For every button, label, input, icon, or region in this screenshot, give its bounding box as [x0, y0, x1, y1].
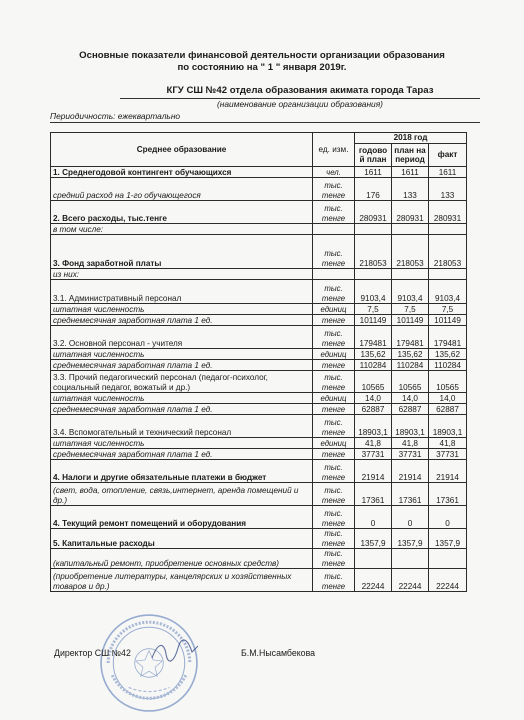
row-label: (приобретение литературы, канцелярских и хозяйственных товаров и др.)	[51, 569, 313, 592]
row-unit: тыс. тенге	[313, 483, 355, 506]
value-fact: 218053	[429, 235, 467, 269]
row-label: среднемесячная заработная плата 1 ед.	[51, 360, 313, 371]
value-plan-year: 1357,9	[355, 529, 392, 549]
table-row	[51, 460, 467, 483]
value-fact: 7,5	[429, 304, 467, 315]
value-fact: 135,62	[429, 349, 467, 360]
row-unit: тыс. тенге	[313, 506, 355, 529]
col-header-fact: факт	[429, 144, 467, 167]
row-unit: единиц	[313, 349, 355, 360]
value-plan-period: 37731	[392, 449, 429, 460]
value-plan-period	[392, 224, 429, 235]
value-plan-year: 41,8	[355, 438, 392, 449]
row-label: штатная численность	[51, 438, 313, 449]
row-label: 3.3. Прочий педагогический персонал (педагог-психолог, социальный педагог, вожатый и др.)	[51, 371, 313, 393]
value-plan-year: 110284	[355, 360, 392, 371]
value-plan-year	[355, 224, 392, 235]
value-plan-year: 22244	[355, 569, 392, 592]
table-row	[51, 349, 467, 360]
row-label: (свет, вода, отопление, связь,интернет, аренда помещений и др.)	[51, 483, 313, 506]
row-unit: тенге	[313, 449, 355, 460]
value-plan-year: 18903,1	[355, 415, 392, 438]
value-fact: 101149	[429, 315, 467, 326]
value-plan-year: 176	[355, 178, 392, 201]
row-unit: тенге	[313, 360, 355, 371]
table-row	[51, 404, 467, 415]
value-fact: 10565	[429, 371, 467, 393]
value-plan-period: 9103,4	[392, 280, 429, 304]
value-plan-period: 7,5	[392, 304, 429, 315]
table-row	[51, 326, 467, 349]
value-fact: 14,0	[429, 393, 467, 404]
table-row	[51, 449, 467, 460]
table-row	[51, 569, 467, 592]
table-row	[51, 371, 467, 393]
row-label: 3. Фонд заработной платы	[51, 235, 313, 269]
row-label: 2. Всего расходы, тыс.тенге	[51, 201, 313, 224]
row-unit: единиц	[313, 393, 355, 404]
table-row	[51, 483, 467, 506]
value-fact: 21914	[429, 460, 467, 483]
value-fact: 0	[429, 506, 467, 529]
value-fact	[429, 224, 467, 235]
value-plan-year: 14,0	[355, 393, 392, 404]
table-row	[51, 280, 467, 304]
report-title-line1: Основные показатели финансовой деятельности организации образования	[79, 50, 445, 61]
row-unit: тыс. тенге	[313, 460, 355, 483]
value-plan-period: 1357,9	[392, 529, 429, 549]
row-label: 3.2. Основной персонал - учителя	[51, 326, 313, 349]
row-label: среднемесячная заработная плата 1 ед.	[51, 315, 313, 326]
table-row	[51, 549, 467, 569]
row-label: (капитальный ремонт, приобретение основных средств)	[51, 549, 313, 569]
row-label: штатная численность	[51, 393, 313, 404]
row-unit: тыс. тенге	[313, 178, 355, 201]
row-unit: тыс. тенге	[313, 415, 355, 438]
value-fact: 41,8	[429, 438, 467, 449]
value-plan-period: 101149	[392, 315, 429, 326]
row-unit: тыс. тенге	[313, 235, 355, 269]
value-plan-year: 135,62	[355, 349, 392, 360]
value-fact	[429, 549, 467, 569]
table-row	[51, 178, 467, 201]
row-unit: тыс. тенге	[313, 201, 355, 224]
row-label: в том числе:	[51, 224, 313, 235]
value-plan-period: 135,62	[392, 349, 429, 360]
value-plan-year	[355, 549, 392, 569]
signature-role: Директор СШ №42	[54, 648, 131, 658]
value-plan-year: 21914	[355, 460, 392, 483]
signature-name: Б.М.Нысамбекова	[241, 648, 316, 658]
financial-table	[50, 132, 467, 592]
value-fact: 9103,4	[429, 280, 467, 304]
value-plan-period	[392, 269, 429, 280]
table-row	[51, 224, 467, 235]
value-fact: 62887	[429, 404, 467, 415]
value-plan-period: 14,0	[392, 393, 429, 404]
value-fact: 18903,1	[429, 415, 467, 438]
row-unit: чел.	[313, 167, 355, 178]
table-row	[51, 360, 467, 371]
row-unit	[313, 224, 355, 235]
row-label: 4. Текущий ремонт помещений и оборудования	[51, 506, 313, 529]
table-body	[51, 167, 467, 592]
value-plan-period	[392, 549, 429, 569]
table-row	[51, 235, 467, 269]
value-plan-year: 17361	[355, 483, 392, 506]
value-plan-period: 179481	[392, 326, 429, 349]
row-label: 3.1. Административный персонал	[51, 280, 313, 304]
row-label: среднемесячная заработная плата 1 ед.	[51, 449, 313, 460]
value-plan-period: 280931	[392, 201, 429, 224]
col-header-name: Среднее образование	[51, 133, 313, 167]
value-fact: 280931	[429, 201, 467, 224]
row-unit: тыс. тенге	[313, 371, 355, 393]
row-unit: единиц	[313, 438, 355, 449]
organization-name: КГУ СШ №42 отдела образования акимата города Тараз	[120, 85, 480, 99]
row-unit: тенге	[313, 404, 355, 415]
value-plan-period: 10565	[392, 371, 429, 393]
value-plan-year	[355, 269, 392, 280]
value-plan-period: 62887	[392, 404, 429, 415]
value-plan-period: 22244	[392, 569, 429, 592]
row-unit: единиц	[313, 304, 355, 315]
row-label: штатная численность	[51, 304, 313, 315]
value-fact: 133	[429, 178, 467, 201]
col-header-year: 2018 год	[355, 133, 467, 144]
row-unit: тыс. тенге	[313, 569, 355, 592]
col-header-unit: ед. изм.	[313, 133, 355, 167]
value-plan-year: 218053	[355, 235, 392, 269]
value-plan-year: 7,5	[355, 304, 392, 315]
value-plan-period: 18903,1	[392, 415, 429, 438]
value-plan-period: 21914	[392, 460, 429, 483]
value-fact: 17361	[429, 483, 467, 506]
row-label: 1. Среднегодовой контингент обучающихся	[51, 167, 313, 178]
value-fact: 179481	[429, 326, 467, 349]
value-plan-year: 62887	[355, 404, 392, 415]
value-plan-period: 110284	[392, 360, 429, 371]
col-header-plan-period: план на период	[392, 144, 429, 167]
row-unit: тыс. тенге	[313, 326, 355, 349]
row-label: 5. Капитальные расходы	[51, 529, 313, 549]
periodicity: Периодичность: ежеквартально	[50, 111, 480, 123]
table-row	[51, 393, 467, 404]
value-plan-year: 179481	[355, 326, 392, 349]
value-fact: 37731	[429, 449, 467, 460]
row-label: средний расход на 1-го обучающегося	[51, 178, 313, 201]
organization-hint: (наименование организации образования)	[217, 99, 383, 109]
value-fact: 110284	[429, 360, 467, 371]
table-row	[51, 529, 467, 549]
row-label: из них:	[51, 269, 313, 280]
value-plan-year: 37731	[355, 449, 392, 460]
row-label: 4. Налоги и другие обязательные платежи в бюджет	[51, 460, 313, 483]
row-unit: тыс. тенге	[313, 549, 355, 569]
value-plan-year: 280931	[355, 201, 392, 224]
value-fact: 1611	[429, 167, 467, 178]
table-row	[51, 304, 467, 315]
value-plan-period: 218053	[392, 235, 429, 269]
table-row	[51, 167, 467, 178]
value-plan-period: 0	[392, 506, 429, 529]
row-unit: тенге	[313, 315, 355, 326]
row-unit: тыс. тенге	[313, 529, 355, 549]
table-row	[51, 415, 467, 438]
value-plan-year: 101149	[355, 315, 392, 326]
value-plan-year: 0	[355, 506, 392, 529]
value-fact	[429, 269, 467, 280]
value-plan-period: 41,8	[392, 438, 429, 449]
signature-block	[54, 648, 454, 660]
value-fact: 22244	[429, 569, 467, 592]
report-title-line2: по состоянию на " 1 " января 2019г.	[177, 62, 347, 73]
col-header-plan-year: годово й план	[355, 144, 392, 167]
row-unit: тыс. тенге	[313, 280, 355, 304]
value-plan-period: 1611	[392, 167, 429, 178]
row-label: среднемесячная заработная плата 1 ед.	[51, 404, 313, 415]
value-fact: 1357,9	[429, 529, 467, 549]
table-row	[51, 315, 467, 326]
table-row	[51, 201, 467, 224]
value-plan-year: 1611	[355, 167, 392, 178]
value-plan-period: 17361	[392, 483, 429, 506]
row-unit	[313, 269, 355, 280]
value-plan-period: 133	[392, 178, 429, 201]
table-row	[51, 438, 467, 449]
row-label: 3.4. Вспомогательный и технический персонал	[51, 415, 313, 438]
value-plan-year: 9103,4	[355, 280, 392, 304]
table-row	[51, 269, 467, 280]
value-plan-year: 10565	[355, 371, 392, 393]
table-row	[51, 506, 467, 529]
row-label: штатная численность	[51, 349, 313, 360]
